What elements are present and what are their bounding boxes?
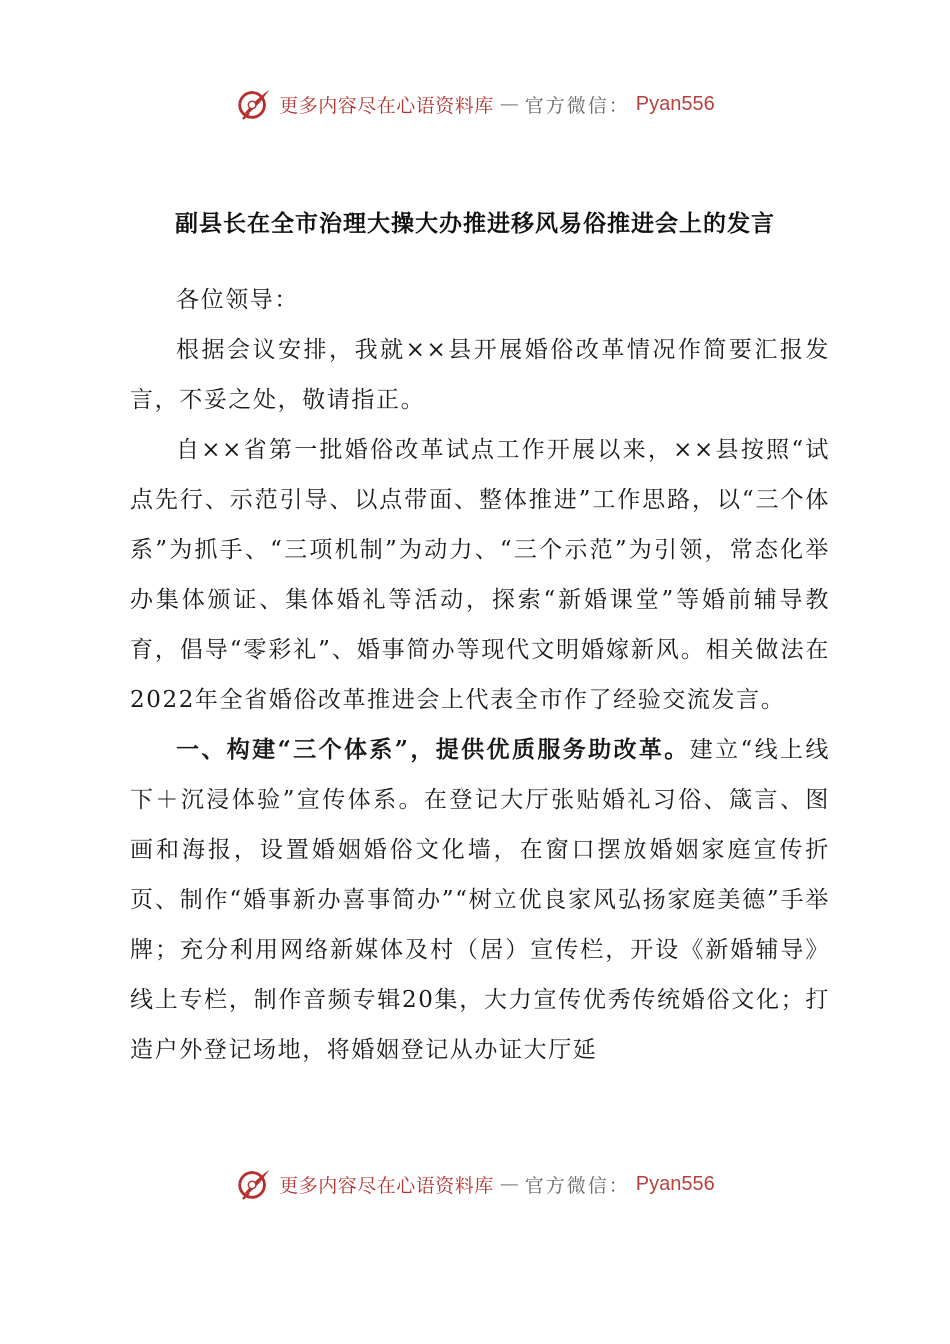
footer-banner (0, 1164, 950, 1204)
document-body (130, 275, 830, 1075)
page-title: 副县长在全市治理大操大办推进移风易俗推进会上的发言 (175, 210, 775, 237)
quill-logo-icon (235, 85, 273, 123)
section-1-heading: 一、构建“三个体系”，提供优质服务助改革。 (176, 736, 690, 763)
section-1-text: 建立“线上线下＋沉浸体验”宣传体系。在登记大厅张贴婚礼习俗、箴言、图画和海报，设置婚姻婚俗文化墙，在窗口摆放婚姻家庭宣传折页、制作“婚事新办喜事简办”“树立优良家风弘扬家庭美德”手举牌；充分利用网络新媒体及村（居）宣传栏，开设《新婚辅导》线上专栏，制作音频专辑20集，大力宣传优秀传统婚俗文化；打造户外登记场地，将婚姻登记从办证大厅延 (130, 737, 831, 1063)
banner-dash: — (499, 93, 519, 115)
section-1-paragraph (130, 725, 830, 1075)
quill-logo-icon (235, 1165, 273, 1203)
salutation: 各位领导： (176, 287, 299, 313)
footer-wechat-label: 官方微信： (524, 1174, 630, 1197)
paragraph-intro: 根据会议安排，我就××县开展婚俗改革情况作简要汇报发言，不妥之处，敬请指正。 (130, 337, 830, 413)
banner-wechat-id: Pyan556 (635, 92, 715, 115)
footer-wechat-id: Pyan556 (635, 1172, 715, 1195)
footer-library-text: 更多内容尽在心语资料库 (279, 1174, 494, 1197)
banner-library-text: 更多内容尽在心语资料库 (279, 94, 494, 117)
header-banner (0, 84, 950, 124)
banner-wechat-label: 官方微信： (524, 94, 630, 117)
footer-dash: — (499, 1173, 519, 1195)
paragraph-overview: 自××省第一批婚俗改革试点工作开展以来，××县按照“试点先行、示范引导、以点带面、整体推进”工作思路，以“三个体系”为抓手、“三项机制”为动力、“三个示范”为引领，常态化举办集体颁证、集体婚礼等活动，探索“新婚课堂”等婚前辅导教育，倡导“零彩礼”、婚事简办等现代文明婚嫁新风。相关做法在2022年全省婚俗改革推进会上代表全市作了经验交流发言。 (130, 437, 830, 713)
